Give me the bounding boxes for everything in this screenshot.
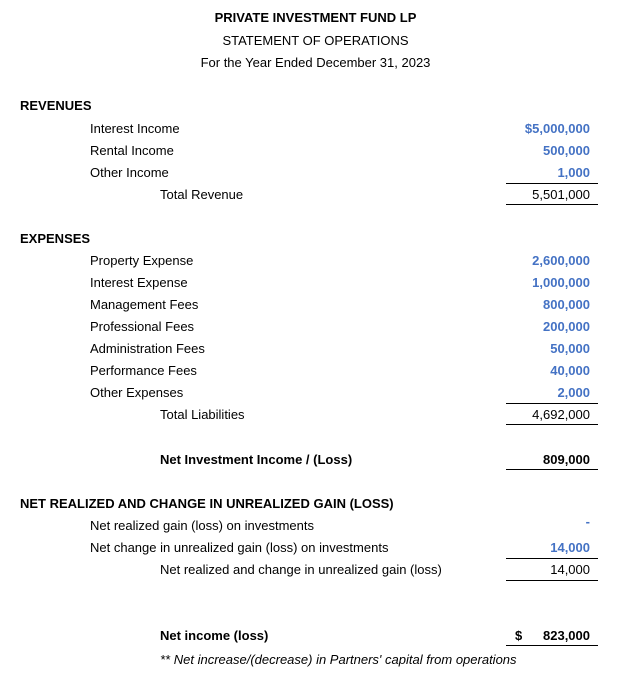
- expense-item-value: 40,000: [550, 363, 590, 378]
- net-investment-label: Net Investment Income / (Loss): [160, 452, 353, 467]
- revenue-item-label: Other Income: [90, 165, 169, 180]
- gain-item-label: Net change in unrealized gain (loss) on investments: [90, 540, 389, 555]
- gains-heading: NET REALIZED AND CHANGE IN UNREALIZED GAIN (LOSS): [20, 496, 394, 511]
- company-name: PRIVATE INVESTMENT FUND LP: [214, 10, 417, 25]
- total-liabilities-label: Total Liabilities: [160, 407, 245, 422]
- total-revenue-value: 5,501,000: [532, 187, 590, 202]
- net-investment-value: 809,000: [543, 452, 590, 467]
- expense-item-label: Other Expenses: [90, 385, 184, 400]
- revenues-heading: REVENUES: [20, 98, 92, 113]
- revenue-item-label: Interest Income: [90, 121, 180, 136]
- expense-item-label: Interest Expense: [90, 275, 188, 290]
- expense-item-label: Professional Fees: [90, 319, 195, 334]
- net-income-currency: $: [515, 628, 523, 643]
- expense-item-value: 800,000: [543, 297, 590, 312]
- total-revenue-rule: [506, 204, 598, 205]
- revenue-item-value: $5,000,000: [524, 121, 590, 136]
- gains-subtotal-rule: [506, 558, 598, 559]
- total-liabilities-rule: [506, 424, 598, 425]
- expense-item-value: 2,600,000: [532, 253, 590, 268]
- total-revenue-label: Total Revenue: [160, 187, 244, 202]
- expense-item-value: 1,000,000: [532, 275, 590, 290]
- net-income-value: 823,000: [543, 628, 590, 643]
- gain-item-value: 14,000: [550, 540, 590, 555]
- gains-total-value: 14,000: [550, 562, 590, 577]
- expense-item-value: 50,000: [550, 341, 590, 356]
- expense-item-label: Property Expense: [90, 253, 194, 268]
- expense-item-value: 200,000: [543, 319, 590, 334]
- statement-period: For the Year Ended December 31, 2023: [200, 55, 431, 70]
- revenue-item-value: 500,000: [543, 143, 590, 158]
- gains-total-label: Net realized and change in unrealized gain (loss): [160, 562, 442, 577]
- total-liabilities-value: 4,692,000: [532, 407, 590, 422]
- expense-item-label: Administration Fees: [90, 341, 205, 356]
- expense-subtotal-rule: [506, 403, 598, 404]
- net-income-note: ** Net increase/(decrease) in Partners' capital from operations: [160, 652, 517, 667]
- expense-item-label: Performance Fees: [90, 363, 197, 378]
- gain-item-value: -: [585, 514, 590, 529]
- expense-item-value: 2,000: [557, 385, 590, 400]
- expenses-heading: EXPENSES: [20, 231, 91, 246]
- statement-title: STATEMENT OF OPERATIONS: [222, 33, 409, 48]
- net-investment-rule: [506, 469, 598, 470]
- revenue-item-label: Rental Income: [90, 143, 174, 158]
- revenue-item-value: 1,000: [557, 165, 590, 180]
- gains-total-rule: [506, 580, 598, 581]
- gain-item-label: Net realized gain (loss) on investments: [90, 518, 314, 533]
- net-income-label: Net income (loss): [160, 628, 269, 643]
- net-income-cell: [506, 628, 590, 644]
- net-income-rule: [506, 645, 598, 646]
- expense-item-label: Management Fees: [90, 297, 199, 312]
- revenue-subtotal-rule: [506, 183, 598, 184]
